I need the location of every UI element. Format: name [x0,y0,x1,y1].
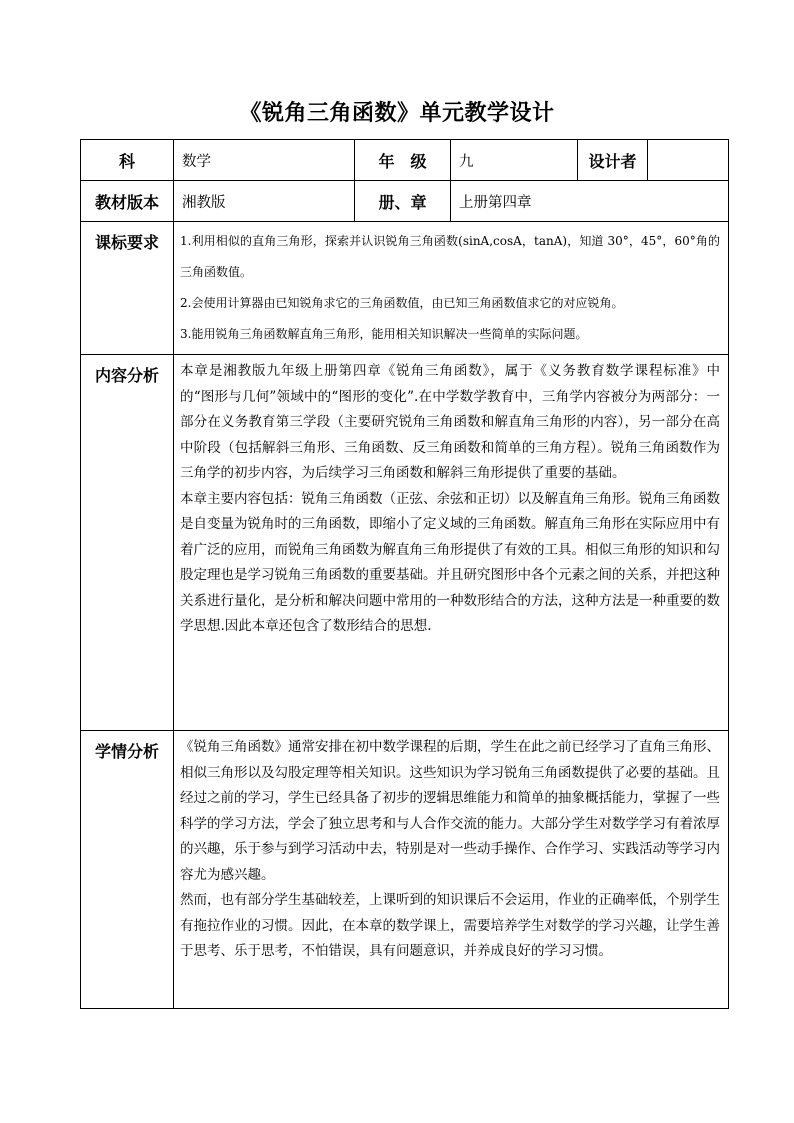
designer-value [648,140,729,181]
student-analysis-content [174,731,729,1009]
subject-row [81,140,729,181]
chapter-value: 上册第四章 [451,181,729,222]
standards-content [174,222,729,355]
student-analysis-paragraph-2: 然而，也有部分学生基础较差，上课听到的知识课后不会运用，作业的正确率低，个别学生有拖拉作业的习惯。因此，在本章的数学课上，需要培养学生对数学的学习兴趣，让学生善于思考、乐于思考，不怕错误，具有问题意识，并养成良好的学习习惯。 [180,892,720,959]
edition-value: 湘教版 [174,181,355,222]
chapter-label: 册、章 [355,181,451,222]
design-table [80,139,729,1009]
designer-label: 设计者 [578,140,648,181]
content-analysis-paragraph-2: 本章主要内容包括：锐角三角函数（正弦、余弦和正切）以及解直角三角形。锐角三角函数是自变量为锐角时的三角函数，即缩小了定义域的三角函数。解直角三角形在实际应用中有着广泛的应用，而锐角三角函数为解直角三角形提供了有效的工具。相似三角形的知识和勾股定理也是学习锐角三角函数的重要基础。并且研究图形中各个元素之间的关系，并把这种关系进行量化，是分析和解决问题中常用的一种数形结合的方法，这种方法是一种重要的数学思想.因此本章还包含了数形结合的思想. [180,490,720,634]
subject-label: 科 [81,140,174,181]
standards-paragraph-2: 2.会使用计算器由已知锐角求它的三角函数值，由已知三角函数值求它的对应锐角。 [180,296,624,310]
student-analysis-paragraph-1: 《锐角三角函数》通常安排在初中数学课程的后期，学生在此之前已经学习了直角三角形、相似三角形以及勾股定理等相关知识。这些知识为学习锐角三角函数提供了必要的基础。且经过之前的学习，学生已经具备了初步的逻辑思维能力和简单的抽象概括能力，掌握了一些科学的学习方法，学会了独立思考和与人合作交流的能力。大部分学生对数学学习有着浓厚的兴趣，乐于参与到学习活动中去，特别是对一些动手操作、合作学习、实践活动等学习内容尤为感兴趣。 [180,739,720,883]
content-analysis-paragraph-1: 本章是湘教版九年级上册第四章《锐角三角函数》，属于《义务教育数学课程标准》中的“图形与几何”领域中的“图形的变化”.在中学数学教育中，三角学内容被分为两部分：一部分在义务教育第三学段（主要研究锐角三角函数和解直角三角形的内容），另一部分在高中阶段（包括解斜三角形、三角函数、反三角函数和简单的三角方程）。锐角三角函数作为三角学的初步内容，为后续学习三角函数和解斜三角形提供了重要的基础。 [180,363,720,481]
content-analysis-label: 内容分析 [81,355,174,731]
subject-value: 数学 [174,140,355,181]
standards-label: 课标要求 [81,222,174,355]
page-title: 《锐角三角函数》单元教学设计 [239,100,555,126]
content-analysis-content [174,355,729,731]
edition-label: 教材版本 [81,181,174,222]
grade-value: 九 [451,140,578,181]
content-analysis-row [81,355,729,731]
student-analysis-row [81,731,729,1009]
standards-paragraph-3: 3.能用锐角三角函数解直角三角形，能用相关知识解决一些简单的实际问题。 [180,327,588,341]
edition-row [81,181,729,222]
standards-row [81,222,729,355]
standards-paragraph-1: 1.利用相似的直角三角形，探索并认识锐角三角函数(sinA,cosA，tanA)，知道 30°，45°，60°角的三角函数值。 [180,234,720,279]
student-analysis-label: 学情分析 [81,731,174,1009]
grade-label: 年 级 [355,140,451,181]
